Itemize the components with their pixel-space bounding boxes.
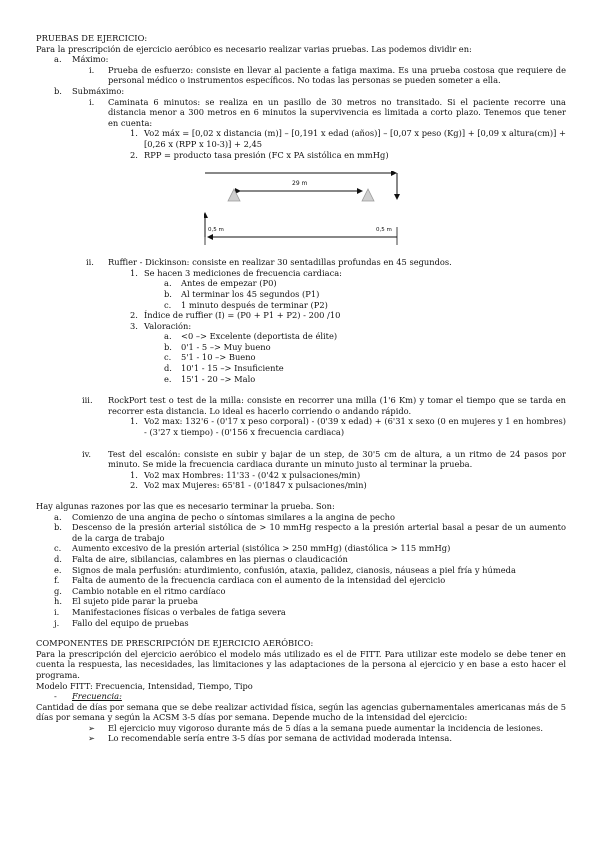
list-item-formula-vo2: 1. Vo2 máx = [0,02 x distancia (m)] – [0,191 x edad (años)] – [0,07 x peso (Kg)] + [0,09 x altura(cm)] + [0,26 x (RPP x 10-3)] + 2,45 [130,128,566,149]
list-item-angina: a. Comienzo de una angina de pecho o síntomas similares a la angina de pecho [54,511,395,522]
frecuencia-heading: - Frecuencia: [54,691,122,702]
list-item-bueno: c. 5'1 - 10 –> Bueno [164,352,256,363]
frecuencia-paragraph: Cantidad de días por semana que se debe realizar actividad física, según las agencias gubernamentales americanas más de 5 días por semana y según la ACSM 3-5 días por semana. Depende mucho de la intensidad del ejercicio: [36,701,566,723]
list-item-rockport: iii. RockPort test o test de la milla: consiste en recorrer una milla (1'6 Km) y tomar el tiempo que se tarda en recorrer esta distancia. Lo ideal es hacerlo corriendo o andando rápido. [82,395,566,416]
list-item-falta-aire: d. Falta de aire, sibilancias, calambres en las piernas o claudicación [54,553,348,564]
section-title-componentes: COMPONENTES DE PRESCRIPCIÓN DE EJERCICIO AERÓBICO: [36,638,314,649]
arrow-bullet-icon: ➢ [88,733,95,744]
list-item-submaximo: b. Submáximo: [54,85,125,96]
list-item-rockport-formula: 1. Vo2 max: 132'6 - (0'17 x peso corporal) - (0'39 x edad) + (6'31 x sexo (0 en mujeres y 1 en hombres) - (3'27 x tiempo) - (0'156 x frecuencia cardiaca) [130,416,566,438]
arrow-bullet-icon: ➢ [88,722,95,733]
list-item-malo: e. 15'1 - 20 –> Malo [164,373,256,384]
list-item-p1: b. Al terminar los 45 segundos (P1) [164,288,320,299]
list-item-ritmo-cardiaco: g. Cambio notable en el ritmo cardíaco [54,585,226,596]
list-item-ruffier: ii. Ruffier - Dickinson: consiste en realizar 30 sentadillas profundas en 45 segundos. [86,257,452,268]
fitt-paragraph: Para la prescripción del ejercicio aeróbico el modelo más utilizado es el de FITT. Para utilizar este modelo se debe tener en cuenta la respuesta, las necesidades, las limitaciones y las adaptaciones de la persona al ejercicio y en base a esto hacer el programa. [36,648,566,680]
document-body [36,33,566,744]
list-item-falta-aumento-fc: f. Falta de aumento de la frecuencia cardiaca con el aumento de la intensidad del ejercicio [54,575,446,586]
left-margin-label: 0,5 m [208,227,224,234]
list-item-vo2-mujeres: 2. Vo2 max Mujeres: 65'81 - (0'1847 x pulsaciones/min) [130,480,367,491]
right-margin-label: 0,5 m [376,227,392,234]
list-item-excelente: a. <0 –> Excelente (deportista de élite) [164,331,338,342]
list-item-insuficiente: d. 10'1 - 15 –> Insuficiente [164,363,284,374]
maximo-label: Máximo: [72,54,109,65]
list-item-muy-bueno: b. 0'1 - 5 –> Muy bueno [164,341,271,352]
section2-intro: Hay algunas razones por las que es necesario terminar la prueba. Son: [36,501,335,511]
list-item-rpp: 2. RPP = producto tasa presión (FC x PA sistólica en mmHg) [130,149,389,160]
arrow-item-vigoroso: ➢ El ejercicio muy vigoroso durante más de 5 días a la semana puede aumentar la incidencia de lesiones. [88,722,543,733]
list-item-aumento-presion: c. Aumento excesivo de la presión arterial (sistólica > 250 mmHg) (diastólica > 115 mmHg) [54,543,451,554]
left-cone-icon [228,189,240,201]
list-item-valoracion: 3. Valoración: [130,320,192,331]
fitt-model-line: Modelo FITT: Frecuencia, Intensidad, Tiempo, Tipo [36,680,253,691]
list-item-indice-ruffier: 2. Índice de ruffier (I) = (P0 + P1 + P2) - 200 /10 [130,310,341,321]
list-item-caminata: i. Caminata 6 minutos: se realiza en un pasillo de 30 metros no transitado. Si el paciente recorre una distancia menor a 300 metros en 6 minutos la supervivencia es limitada a corto plazo. Tenemos que tener en cuenta: [89,96,566,128]
section1-intro: Para la prescripción de ejercicio aeróbico es necesario realizar varias pruebas. Las podemos dividir en: [36,43,472,54]
section-title-pruebas: PRUEBAS DE EJERCICIO: [36,33,148,43]
list-item-descenso-presion: b. Descenso de la presión arterial sistólica de > 10 mmHg respecto a la presión arterial basal a pesar de un aumento de la carga de trabajo [54,522,566,543]
walk-test-diagram [204,171,402,245]
submaximo-label: Submáximo: [72,85,125,96]
list-item-fallo-equipo: j. Fallo del equipo de pruebas [54,617,189,628]
list-item-prueba-esfuerzo: i. Prueba de esfuerzo: consiste en llevar al paciente a fatiga maxima. Es una prueba costosa que requiere de personal médico o instrumentos específicos. No todas las personas se pueden someter a ella. [89,64,566,86]
list-item-sujeto-pide: h. El sujeto pide parar la prueba [54,596,199,607]
list-item-fatiga-severa: i. Manifestaciones físicas o verbales de fatiga severa [54,606,286,617]
list-item-maximo: a. Máximo: [54,54,109,65]
right-cone-icon [362,189,374,201]
list-item-mala-perfusion: e. Signos de mala perfusión: aturdimiento, confusión, ataxia, palidez, cianosis, náuseas a piel fría y húmeda [54,564,516,575]
list-item-escalon: iv. Test del escalón: consiste en subir y bajar de un step, de 30'5 cm de altura, a un ritmo de 24 pasos por minuto. Se mide la frecuencia cardiaca durante un minuto justo al terminar la prueba. [82,448,566,470]
list-item-p0: a. Antes de empezar (P0) [164,278,277,289]
list-item-mediciones: 1. Se hacen 3 mediciones de frecuencia cardiaca: [130,267,342,278]
distance-label: 29 m [292,180,308,188]
list-item-p2: c. 1 minuto después de terminar (P2) [164,299,328,310]
list-item-vo2-hombres: 1. Vo2 max Hombres: 11'33 - (0'42 x pulsaciones/min) [130,469,361,480]
arrow-item-recomendable: ➢ Lo recomendable sería entre 3-5 días por semana de actividad moderada intensa. [88,733,452,744]
